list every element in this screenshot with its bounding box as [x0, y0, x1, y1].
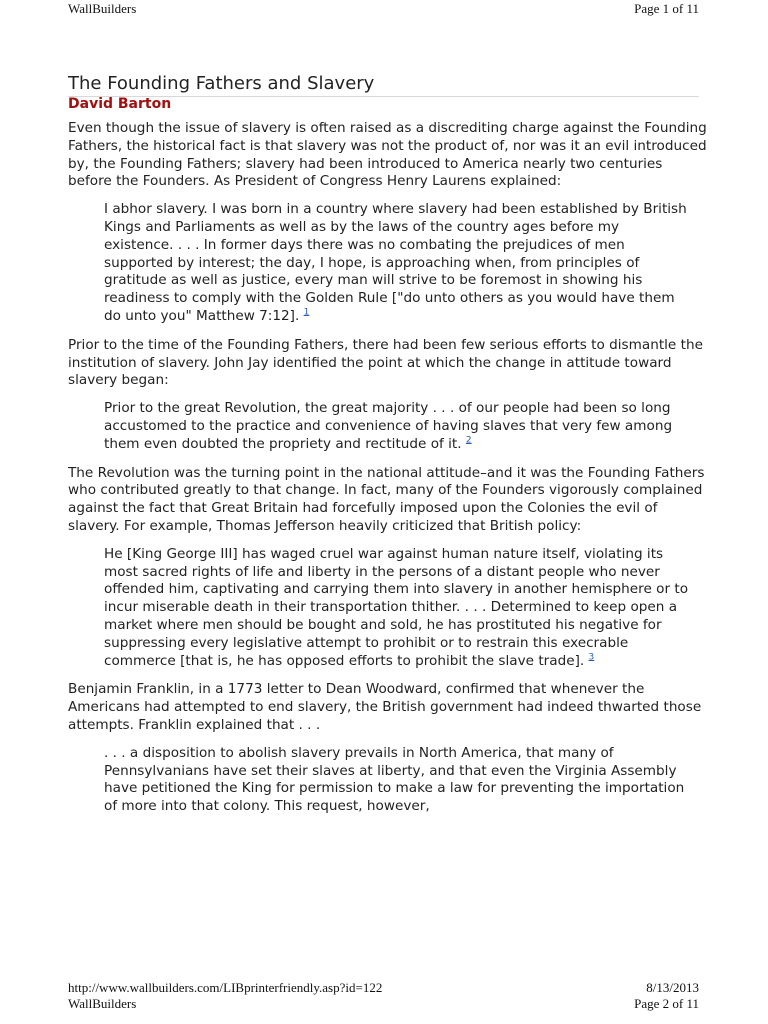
page-footer: [68, 980, 699, 995]
header-page-number: Page 1 of 11: [634, 1, 699, 16]
footnote-link[interactable]: 1: [303, 307, 310, 318]
block-quote: . . . a disposition to abolish slavery prevails in North America, that many of Pennsylvanians have set their slaves at liberty, and that even the Virginia Assembly have petitioned the King for permission to make a law for preventing the importation of more into that colony. This request, however,: [104, 744, 685, 815]
block-quote: Prior to the great Revolution, the great majority . . . of our people had been so long accustomed to the practice and convenience of having slaves that very few among them even doubted the propriety and rectitude of it. $^2$: [104, 400, 673, 452]
page-header: [68, 1, 699, 16]
paragraph: Benjamin Franklin, in a 1773 letter to Dean Woodward, confirmed that whenever the Americans had attempted to end slavery, the British government had indeed thwarted those attempts. Franklin explained that . . .: [68, 681, 702, 733]
footnote-link[interactable]: 3: [588, 651, 595, 662]
block-quote: I abhor slavery. I was born in a country where slavery had been established by British Kings and Parliaments as well as by the laws of the country ages before my existence. . . . In former days there was no combating the prejudices of men supported by interest; the day, I hope, is approaching when, from principles of gratitude as well as justice, every man will strive to be foremost in showing his readiness to comply with the Golden Rule ["do unto others as you would have them do unto you" Matthew 7:12]. $^1$: [104, 201, 687, 324]
footer-url: http://www.wallbuilders.com/LIBprinterfriendly.asp?id=122: [68, 980, 383, 995]
footer-date: 8/13/2013: [646, 980, 699, 995]
article-title: The Founding Fathers and Slavery: [68, 73, 699, 97]
header-site-name: WallBuilders: [68, 1, 137, 16]
block-quote: He [King George III] has waged cruel war against human nature itself, violating its most sacred rights of life and liberty in the persons of a distant people who never offended him, captivating and carrying them into slavery in another hemisphere or to incur miserable death in their transportation thither. . . . Determined to keep open a market where men should be bought and sold, he has prostituted his negative for suppressing every legislative attempt to prohibit or to restrain this execrable commerce [that is, he has opposed efforts to prohibit the slave trade]. $^3$: [104, 545, 689, 669]
article-author: David Barton: [68, 96, 172, 112]
next-page-header: [68, 996, 699, 1011]
article-body: [68, 120, 708, 827]
paragraph: Prior to the time of the Founding Fathers, there had been few serious efforts to dismantle the institution of slavery. John Jay identified the point at which the change in attitude toward slavery began:: [68, 336, 703, 389]
paragraph: The Revolution was the turning point in the national attitude–and it was the Founding Fathers who contributed greatly to that change. In fact, many of the Founders vigorously complained against the fact that Great Britain had forcefully imposed upon the Colonies the evil of slavery. For example, Thomas Jefferson heavily criticized that British policy:: [68, 464, 705, 534]
footer-page-number: Page 2 of 11: [634, 996, 699, 1011]
footer-site-name: WallBuilders: [68, 996, 137, 1011]
footnote-link[interactable]: 2: [465, 435, 472, 446]
paragraph: Even though the issue of slavery is often raised as a discrediting charge against the Founding Fathers, the historical fact is that slavery was not the product of, nor was it an evil introduced by, the Founding Fathers; slavery had been introduced to America nearly two centuries before the Founders. As President of Congress Henry Laurens explained:: [68, 120, 707, 190]
